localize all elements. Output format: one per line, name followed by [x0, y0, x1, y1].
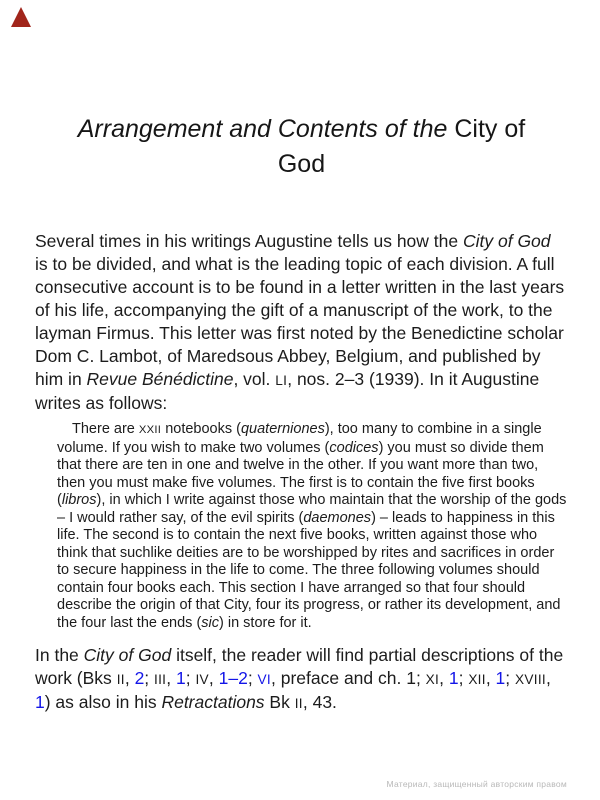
text-segment: Revue Bénédictine	[86, 369, 234, 389]
text-segment: codices	[329, 439, 379, 456]
text-segment: ) – leads to happiness in this life. The second is to contain the next five books, written against those who think that suchlike deities are to be worshipped by rites and sacrifices in order to secure happiness in the life to come. The three following volumes should contain four books each. This section I have arranged so that four should describe the origin of that City, four its progress, or rather its development, and the four last the ends (	[57, 509, 561, 631]
text-segment: City of God	[83, 645, 172, 665]
text-segment: ,	[439, 668, 449, 688]
text-segment: City of God	[462, 231, 551, 251]
paragraph-references	[35, 644, 568, 715]
text-segment: ;	[505, 668, 516, 688]
text-segment: ) as also in his	[44, 692, 162, 712]
text-segment: itself, the reader will find partial descriptions of the work (Bks	[35, 645, 564, 688]
text-segment: XVIII	[515, 672, 546, 687]
text-segment: ,	[485, 668, 496, 688]
text-segment: XXII	[138, 424, 162, 436]
text-segment: Retractations	[161, 692, 265, 712]
text-segment: Bk	[264, 692, 295, 712]
text-segment: ;	[185, 668, 196, 688]
cross-reference-link[interactable]: 1	[448, 668, 459, 688]
text-segment: , nos. 2–3 (1939). In it Augustine writes as follows:	[35, 369, 540, 413]
text-segment: ,	[208, 668, 219, 688]
page-title	[42, 112, 562, 182]
text-segment: , vol.	[233, 369, 276, 389]
text-segment: Arrangement and Contents of the	[77, 115, 455, 143]
text-segment: God	[277, 150, 326, 178]
text-segment: II	[294, 696, 303, 711]
text-segment: ), in which I write against those who maintain that the worship of the gods – I would rather say, of the evil spirits (	[57, 492, 567, 526]
text-segment: ) you must so divide them that there are ten in one and twelve in the other. If you want more than two, then you must make five volumes. The first is to contain the five first books (	[57, 439, 544, 508]
text-segment: ) in store for it.	[219, 614, 312, 631]
text-segment: ,	[166, 668, 176, 688]
text-segment: ;	[458, 668, 469, 688]
text-segment: City of	[454, 115, 526, 143]
cross-reference-link[interactable]: 1	[495, 668, 506, 688]
text-segment: is to be divided, and what is the leading topic of each division. A full consecutive account is to be found in a letter written in the last years of his life, accompanying the gift of a manuscript of the work, to the layman Firmus. This letter was first noted by the Benedictine scholar Dom C. Lambot, of Maredsous Abbey, Belgium, and published by him in	[35, 254, 565, 389]
cross-reference-link[interactable]: VI	[257, 672, 271, 687]
cross-reference-link[interactable]: 2	[134, 668, 145, 688]
red-triangle-mark	[8, 5, 34, 29]
text-segment: IV	[195, 672, 209, 687]
cross-reference-link[interactable]: 1	[175, 668, 186, 688]
text-segment: daemones	[303, 509, 372, 526]
text-segment: II	[116, 672, 125, 687]
text-segment: LI	[275, 373, 288, 388]
copyright-watermark: Материал, защищенный авторским правом	[386, 779, 567, 789]
paragraph-intro	[35, 230, 568, 415]
text-segment: ;	[247, 668, 258, 688]
text-segment: , preface and ch. 1;	[270, 668, 426, 688]
text-segment: ;	[144, 668, 155, 688]
text-segment: , 43.	[302, 692, 337, 712]
text-segment: There are	[72, 421, 139, 437]
text-segment: In the	[35, 645, 84, 665]
text-segment: quaterniones	[240, 421, 325, 437]
text-segment: notebooks (	[161, 421, 241, 437]
text-segment: XII	[468, 672, 486, 687]
cross-reference-link[interactable]: 1–2	[218, 668, 248, 688]
text-segment: ,	[545, 668, 551, 688]
quote-block	[57, 421, 568, 632]
text-segment: ), too many to combine in a single volume. If you wish to make two volumes (	[57, 421, 542, 456]
text-segment: III	[154, 672, 167, 687]
text-segment: ,	[124, 668, 135, 688]
page-content	[0, 112, 600, 715]
text-segment: libros	[61, 492, 97, 508]
cross-reference-link[interactable]: 1	[35, 692, 45, 712]
text-segment: Several times in his writings Augustine tells us how the	[35, 231, 463, 251]
text-segment: sic	[201, 614, 220, 631]
text-segment: XI	[425, 672, 440, 687]
